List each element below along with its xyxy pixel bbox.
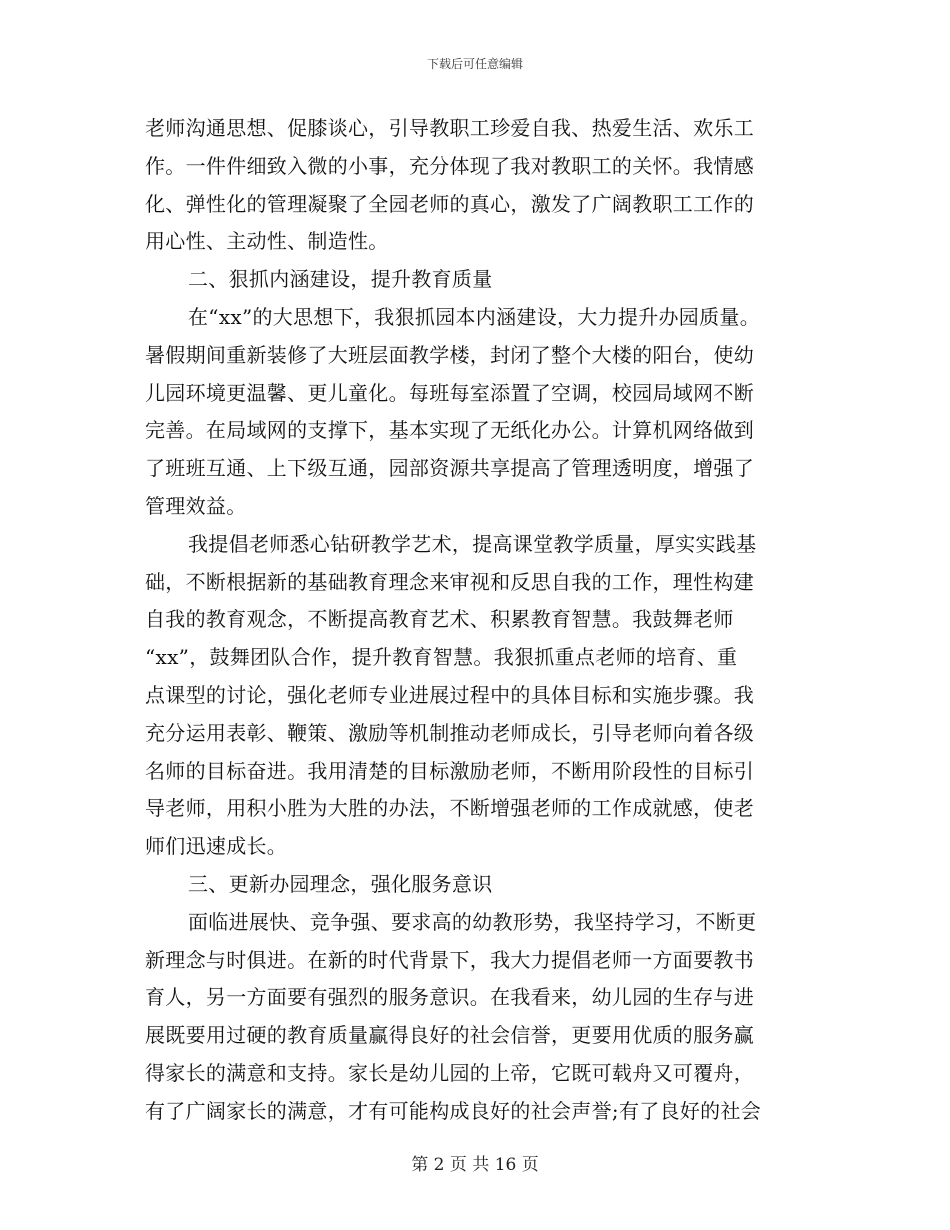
text-line: 我提倡老师悉心钻研教学艺术，提高课堂教学质量，厚实实践基 bbox=[188, 531, 757, 556]
document-body bbox=[145, 110, 815, 1131]
text-line: 有了广阔家长的满意，才有可能构成良好的社会声誉;有了良好的社会 bbox=[145, 1098, 762, 1123]
header-note: 下载后可任意编辑 bbox=[426, 57, 523, 71]
text-line: 自我的教育观念，不断提高教育艺术、积累教育智慧。我鼓舞老师 bbox=[145, 607, 734, 632]
text-line: 二、狠抓内涵建设，提升教育质量 bbox=[188, 267, 493, 292]
text-line: 完善。在局域网的支撑下，基本实现了无纸化办公。计算机网络做到 bbox=[145, 418, 754, 443]
text-line: 暑假期间重新装修了大班层面教学楼，封闭了整个大楼的阳台，使幼 bbox=[145, 342, 754, 367]
text-line: 老师沟通思想、促膝谈心，引导教职工珍爱自我、热爱生活、欢乐工 bbox=[145, 116, 754, 140]
text-line: 化、弹性化的管理凝聚了全园老师的真心，激发了广阔教职工工作的 bbox=[145, 191, 754, 216]
text-line: 在“xx”的大思想下，我狠抓园本内涵建设，大力提升办园质量。 bbox=[188, 304, 761, 329]
text-line: 了班班互通、上下级互通，园部资源共享提高了管理透明度，增强了 bbox=[145, 456, 754, 481]
text-line: 用心性、主动性、制造性。 bbox=[145, 229, 389, 254]
text-line: 点课型的讨论，强化老师专业进展过程中的具体目标和实施步骤。我 bbox=[145, 682, 754, 707]
text-line: 面临进展快、竞争强、要求高的幼教形势，我坚持学习，不断更 bbox=[188, 909, 757, 934]
text-line: 儿园环境更温馨、更儿童化。每班每室添置了空调，校园局域网不断 bbox=[145, 380, 754, 405]
text-line: 导老师，用积小胜为大胜的办法，不断增强老师的工作成就感，使老 bbox=[145, 796, 754, 821]
text-line: 新理念与时俱进。在新的时代背景下，我大力提倡老师一方面要教书 bbox=[145, 947, 754, 972]
page-number: 第 2 页 共 16 页 bbox=[411, 1155, 539, 1175]
text-line: 础，不断根据新的基础教育理念来审视和反思自我的工作，理性构建 bbox=[145, 569, 754, 594]
text-line: 得家长的满意和支持。家长是幼儿园的上帝，它既可载舟又可覆舟， bbox=[145, 1060, 754, 1085]
text-line: 作。一件件细致入微的小事，充分体现了我对教职工的关怀。我情感 bbox=[145, 153, 754, 178]
text-line: 师们迅速成长。 bbox=[145, 834, 288, 859]
text-line: 展既要用过硬的教育质量赢得良好的社会信誉，更要用优质的服务赢 bbox=[145, 1023, 754, 1048]
text-line: 充分运用表彰、鞭策、激励等机制推动老师成长，引导老师向着各级 bbox=[145, 720, 754, 745]
text-line: “xx”，鼓舞团队合作，提升教育智慧。我狠抓重点老师的培育、重 bbox=[145, 645, 738, 670]
text-line: 管理效益。 bbox=[145, 493, 247, 518]
text-line: 名师的目标奋进。我用清楚的目标激励老师，不断用阶段性的目标引 bbox=[145, 758, 754, 783]
text-line: 育人，另一方面要有强烈的服务意识。在我看来，幼儿园的生存与进 bbox=[145, 985, 754, 1010]
text-line: 三、更新办园理念，强化服务意识 bbox=[188, 871, 493, 896]
